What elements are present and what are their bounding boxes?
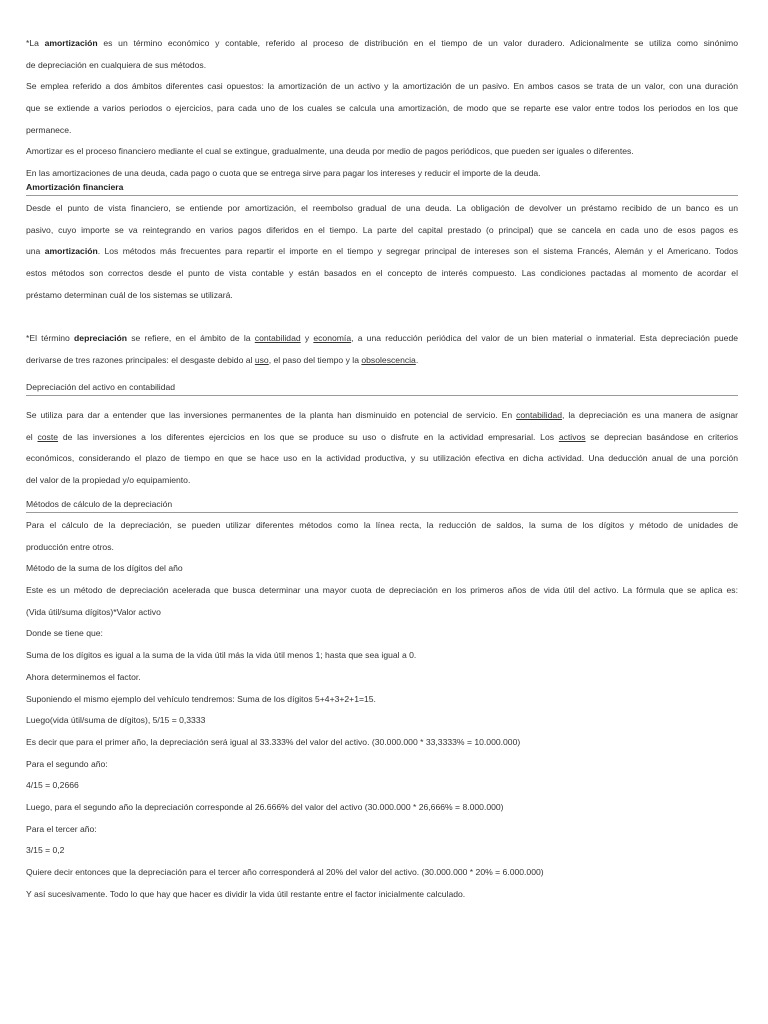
link-economia[interactable]: economía	[313, 333, 352, 343]
text-line: Este es un método de depreciación acelerada que busca determinar una mayor cuota de depreciación en los primeros años de vida útil del activo. La fórmula que se aplica es:	[26, 585, 738, 596]
text-line: préstamo determinan cuál de los sistemas se utilizará.	[26, 289, 233, 300]
text-line: Donde se tiene que:	[26, 628, 103, 639]
text-line: Es decir que para el primer año, la depreciación será igual al 33.333% del valor del activo. (30.000.000 * 33,3333% = 10.000.000)	[26, 736, 521, 747]
text-line: 4/15 = 0,2666	[26, 780, 79, 791]
text-line: del valor de la propiedad y/o equipamiento.	[26, 475, 191, 486]
text-line: Y así sucesivamente. Todo lo que hay que hacer es dividir la vida útil restante entre el factor inicialmente calculado.	[26, 888, 466, 899]
text-line: Desde el punto de vista financiero, se entiende por amortización, el reembolso gradual de una deuda. La obligación de devolver un préstamo recibido de un banco es un	[26, 203, 738, 213]
text-line: Para el segundo año:	[26, 758, 108, 769]
text-line: Se emplea referido a dos ámbitos diferentes casi opuestos: la amortización de un activo y la amortización de un pasivo. En ambos casos se trata de un valor, con una duración	[26, 81, 738, 92]
paragraph-amortizacion-financiera	[26, 198, 738, 306]
text-line: Para el tercer año:	[26, 823, 97, 834]
text-line: Método de la suma de los dígitos del año	[26, 563, 183, 574]
text-line: pasivo, cuyo importe se va reintegrando en varios pagos diferidos en el tiempo. La parte del capital prestado (o principal) que se cancela en cada uno de esos pagos es	[26, 224, 738, 235]
text-line: derivarse de tres razones principales: el desgaste debido al uso, el paso del tiempo y la obsolescencia.	[26, 354, 419, 365]
text-line: Quiere decir entonces que la depreciación para el tercer año corresponderá al 20% del valor del activo. (30.000.000 * 20% = 6.000.000)	[26, 867, 544, 877]
text-line: Luego(vida útil/suma de dígitos), 5/15 = 0,3333	[26, 715, 206, 726]
text-line: el coste de las inversiones a los diferentes ejercicios en los que se produce su uso o disfrute en la actividad empresarial. Los activos se deprecian basándose en criterios	[26, 431, 738, 442]
link-contabilidad[interactable]: contabilidad	[254, 333, 301, 343]
link-uso[interactable]: uso	[254, 354, 269, 365]
text-line: (Vida útil/suma dígitos)*Valor activo	[26, 606, 161, 617]
text-line: producción entre otros.	[26, 541, 114, 552]
link-obsolescencia[interactable]: obsolescencia	[361, 354, 416, 365]
text-line: que se extiende a varios periodos o ejercicios, para cada uno de los cuales se calcula una amortización, de modo que se reparte ese valor entre todos los periodos en los que	[26, 103, 738, 114]
section-heading-metodos-calculo: Métodos de cálculo de la depreciación	[26, 497, 738, 513]
text-line: permanece.	[26, 124, 72, 135]
text-line: Luego, para el segundo año la depreciación corresponde al 26.666% del valor del activo (30.000.000 * 26,666% = 8.000.000)	[26, 801, 504, 812]
link-activos[interactable]: activos	[558, 431, 586, 442]
paragraph-depreciacion-activo	[26, 405, 738, 492]
text-line: *La amortización es un término económico y contable, referido al proceso de distribución en el tiempo de un valor duradero. Adicionalmente se utiliza como sinónimo	[26, 38, 738, 48]
text-line: En las amortizaciones de una deuda, cada pago o cuota que se entrega sirve para pagar los intereses y reducir el importe de la deuda.	[26, 168, 541, 179]
paragraph-metodos-calculo	[26, 515, 738, 905]
text-line: estos métodos son correctos desde el punto de vista contable y están basados en el concepto de interés compuesto. Las condiciones pactadas al momento de acordar el	[26, 268, 738, 279]
text-line: de depreciación en cualquiera de sus métodos.	[26, 59, 207, 70]
section-heading-amortizacion-financiera: Amortización financiera	[26, 180, 738, 196]
text-line: una amortización. Los métodos más frecuentes para repartir el importe en el tiempo y segregar principal de intereses son el sistema Francés, Alemán y el Americano. Todos	[26, 246, 738, 257]
link-coste[interactable]: coste	[37, 431, 59, 442]
text-line: *El término depreciación se refiere, en el ámbito de la contabilidad y economía, a una reducción periódica del valor de un bien material o inmaterial. Esta depreciación puede	[26, 333, 738, 343]
text-line: Se utiliza para dar a entender que las inversiones permanentes de la planta han disminuido en potencial de servicio. En contabilidad, la depreciación es una manera de asignar	[26, 410, 738, 420]
text-line: Suponiendo el mismo ejemplo del vehículo tendremos: Suma de los dígitos 5+4+3+2+1=15.	[26, 693, 376, 704]
link-contabilidad-2[interactable]: contabilidad	[516, 410, 562, 420]
section-heading-depreciacion-activo: Depreciación del activo en contabilidad	[26, 380, 738, 396]
text-line: 3/15 = 0,2	[26, 845, 65, 856]
paragraph-depreciacion-intro	[26, 328, 738, 371]
text-line: Para el cálculo de la depreciación, se pueden utilizar diferentes métodos como la línea recta, la reducción de saldos, la suma de los dígitos y método de unidades de	[26, 520, 738, 530]
text-line: Amortizar es el proceso financiero mediante el cual se extingue, gradualmente, una deuda por medio de pagos periódicos, que pueden ser iguales o diferentes.	[26, 146, 634, 157]
paragraph-amortizacion-intro	[26, 33, 738, 185]
text-line: Ahora determinemos el factor.	[26, 671, 141, 682]
text-line: Suma de los dígitos es igual a la suma de la vida útil más la vida útil menos 1; hasta que sea igual a 0.	[26, 650, 417, 661]
text-line: económicos, considerando el plazo de tiempo en que se hace uso en la actividad productiva, y su utilización efectiva en dicha actividad. Una deducción anual de una porción	[26, 453, 738, 464]
